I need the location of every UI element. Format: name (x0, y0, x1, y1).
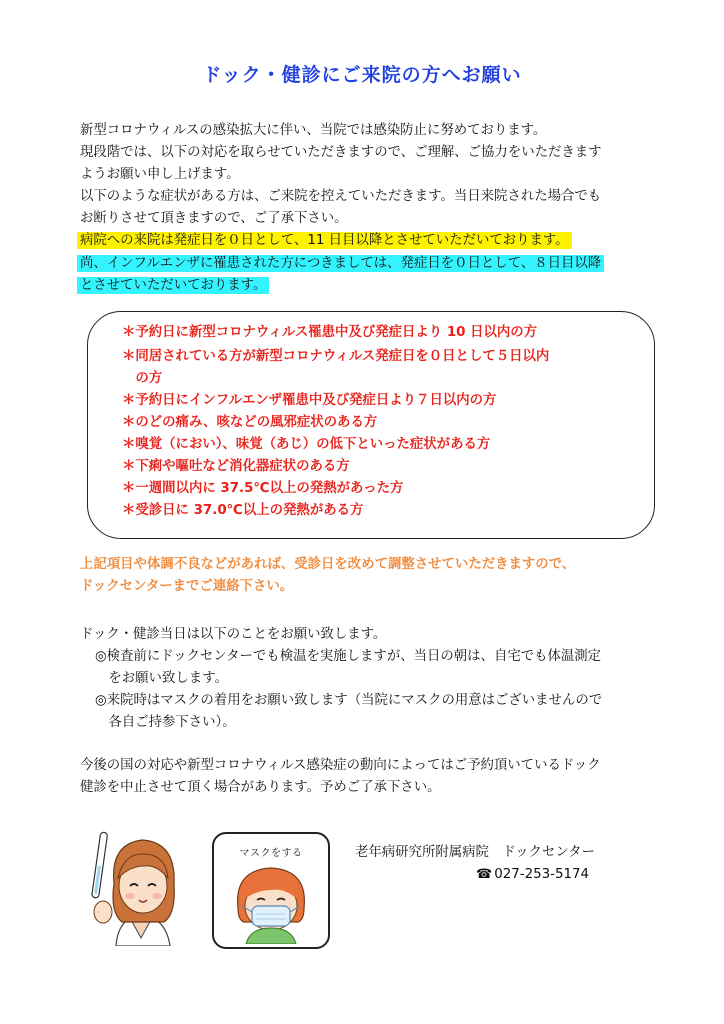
symptom-item: ＊予約日にインフルエンザ罹患中及び発症日より７日以内の方 (122, 393, 497, 408)
nurse-with-thermometer-illustration (86, 826, 196, 946)
cyan-highlight-note (77, 275, 269, 297)
day-of-item: 各自ご持参下さい）。 (95, 715, 236, 730)
closing-line: 健診を中止させて頂く場合があります。予めご了承下さい。 (80, 780, 441, 795)
symptom-item: ＊下痢や嘔吐など消化器症状のある方 (122, 459, 350, 474)
symptom-item: の方 (122, 371, 163, 386)
yellow-highlight-note (77, 230, 572, 252)
person-wearing-mask-illustration (224, 860, 318, 944)
contact-notice: 上記項目や体調不良などがあれば、受診日を改めて調整させていただきますので、 (80, 557, 576, 572)
intro-line: お断りさせて頂きますので、ご了承下さい。 (80, 211, 348, 226)
day-of-item: ◎来院時はマスクの着用をお願い致します（当院にマスクの用意はございませんので (95, 693, 603, 708)
symptom-item: ＊嗅覚（におい）、味覚（あじ）の低下といった症状がある方 (122, 437, 491, 452)
intro-line: 新型コロナウィルスの感染拡大に伴い、当院では感染防止に努めております。 (80, 123, 547, 138)
cyan-highlight-note (77, 253, 604, 275)
yellow-highlight-text: 病院への来院は発症日を０日として、11 日目以降とさせていただいております。 (77, 232, 572, 249)
cyan-highlight-text: 尚、インフルエンザに罹患された方につきましては、発症日を０日として、８日目以降 (77, 255, 604, 272)
organization-name: 老年病研究所附属病院 ドックセンター (355, 845, 595, 860)
contact-notice: ドックセンターまでご連絡下さい。 (80, 579, 294, 594)
closing-line: 今後の国の対応や新型コロナウィルス感染症の動向によってはご予約頂いているドック (80, 758, 601, 773)
symptom-item: ＊受診日に 37.0℃以上の発熱がある方 (122, 503, 364, 518)
intro-line: 現段階では、以下の対応を取らせていただきますので、ご理解、ご協力をいただきます (80, 145, 602, 160)
day-of-heading: ドック・健診当日は以下のことをお願い致します。 (80, 627, 387, 642)
cyan-highlight-text: とさせていただいております。 (77, 277, 269, 294)
day-of-item: ◎検査前にドックセンターでも検温を実施しますが、当日の朝は、自宅でも体温測定 (95, 649, 602, 664)
symptom-item: ＊予約日に新型コロナウィルス罹患中及び発症日より 10 日以内の方 (122, 325, 538, 340)
telephone-icon: ☎ (476, 867, 493, 882)
symptom-item: ＊のどの痛み、咳などの風邪症状のある方 (122, 415, 378, 430)
mask-caption: マスクをする (239, 848, 303, 859)
symptom-item: ＊同居されている方が新型コロナウィルス発症日を０日として５日以内 (122, 349, 550, 364)
page-title: ドック・健診にご来院の方へお願い (202, 64, 522, 86)
intro-line: ようお願い申し上げます。 (80, 167, 240, 182)
mask-card (212, 832, 330, 949)
phone-line (476, 864, 589, 886)
intro-line: 以下のような症状がある方は、ご来院を控えていただきます。当日来院された場合でも (80, 189, 602, 204)
symptom-item: ＊一週間以内に 37.5℃以上の発熱があった方 (122, 481, 404, 496)
phone-number: 027-253-5174 (494, 867, 590, 882)
day-of-item: をお願い致します。 (95, 671, 228, 686)
